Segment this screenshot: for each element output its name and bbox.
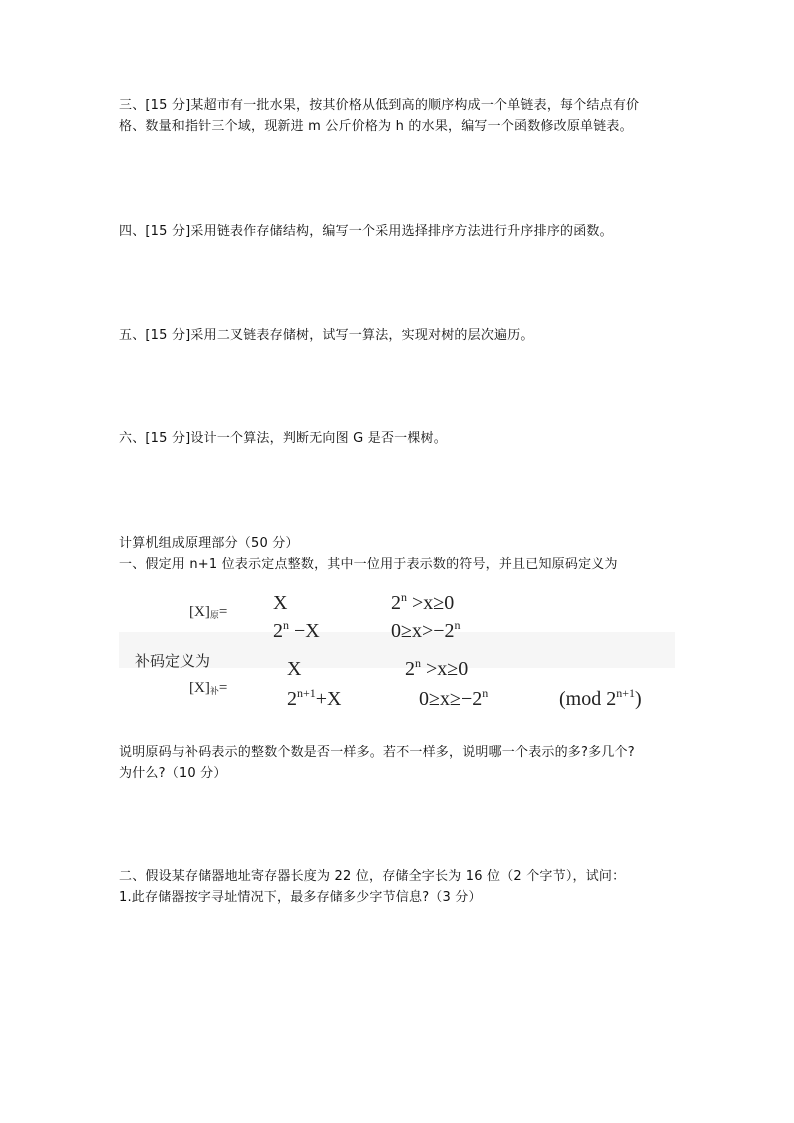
original-case-1-condition: $2^n >x\ge 0$ (391, 590, 455, 614)
original-case-2-expression: $2^n -X$ (273, 618, 320, 642)
question-2-line-1: 二、假设某存储器地址寄存器长度为 22 位，存储全字长为 16 位（2 个字节），试问： (119, 869, 626, 884)
question-4-line-1: 四、[15 分]采用链表作存储结构，编写一个采用选择排序方法进行升序排序的函数。 (119, 224, 613, 239)
question-2 (119, 866, 689, 908)
question-3 (119, 95, 679, 137)
question-1-prompt-line-2: 为什么?（10 分） (119, 766, 227, 781)
question-3-line-2: 格、数量和指针三个域，现新进 m 公斤价格为 h 的水果，编写一个函数修改原单链表。 (119, 119, 633, 134)
question-1-prompt (119, 742, 689, 784)
question-6 (119, 428, 679, 449)
complement-case-1-expression: X (287, 658, 302, 680)
original-case-2-condition: $0\ge x>-2^n$ (391, 618, 461, 642)
question-1-prompt-line-1: 说明原码与补码表示的整数个数是否一样多。若不一样多，说明哪一个表示的多?多几个? (119, 745, 635, 760)
complement-case-2-condition: $0\ge x\ge-2^n$ (419, 686, 489, 710)
complement-case-2-expression: $2^{n+1}+X$ (287, 686, 342, 710)
question-1-intro: 一、假定用 n+1 位表示定点整数，其中一位用于表示数的符号，并且已知原码定义为 (119, 557, 618, 572)
complement-code-label: $[X]_补=$ (189, 680, 228, 696)
original-case-1-expression: X (273, 592, 288, 614)
question-6-line-1: 六、[15 分]设计一个算法，判断无向图 G 是否一棵树。 (119, 431, 447, 446)
question-4 (119, 221, 679, 242)
question-3-line-1: 三、[15 分]某超市有一批水果，按其价格从低到高的顺序构成一个单链表，每个结点有价 (119, 98, 640, 113)
section-computer-organization (119, 533, 679, 575)
complement-case-1-condition: $2^n >x\ge 0$ (405, 656, 469, 680)
code-definition-formula (119, 582, 675, 722)
complement-code-heading: 补码定义为 (135, 652, 211, 670)
question-5-line-1: 五、[15 分]采用二叉链表存储树，试写一算法，实现对树的层次遍历。 (119, 328, 534, 343)
modulus-expression: (mod $2^{n+1}$) (559, 686, 642, 710)
question-5 (119, 325, 679, 346)
original-code-label: $[X]_原=$ (189, 604, 228, 620)
section-title: 计算机组成原理部分（50 分） (119, 536, 299, 551)
question-2-line-2: 1.此存储器按字寻址情况下，最多存储多少字节信息?（3 分） (119, 890, 482, 905)
